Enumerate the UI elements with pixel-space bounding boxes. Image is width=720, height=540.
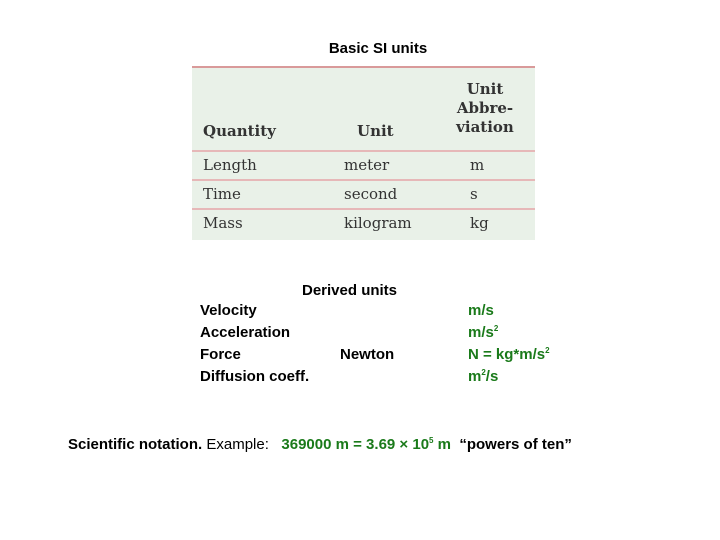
table-row	[192, 208, 535, 237]
derived-unit-name: Newton	[340, 346, 395, 363]
derived-symbol-text: m	[468, 368, 482, 385]
header-abbr-line2: Abbre-	[456, 99, 514, 117]
derived-symbol-tail: /s	[485, 368, 499, 385]
cell-quantity: Mass	[203, 214, 243, 232]
cell-abbr: kg	[470, 214, 489, 232]
derived-symbol-exponent: 2	[493, 324, 499, 333]
list-item	[200, 322, 620, 344]
table-row	[192, 179, 535, 208]
si-table-header	[192, 68, 535, 150]
cell-unit: second	[344, 185, 398, 203]
header-abbr-line1: Unit	[466, 80, 504, 98]
derived-name: Force	[200, 346, 241, 363]
si-units-table	[192, 66, 535, 240]
derived-name: Velocity	[200, 302, 257, 319]
derived-symbol-text: m/s	[468, 302, 494, 319]
example-label: Example:	[206, 436, 269, 453]
powers-of-ten-quote: “powers of ten”	[459, 436, 572, 453]
cell-quantity: Time	[203, 185, 241, 203]
derived-units-title: Derived units	[302, 282, 398, 299]
derived-name: Diffusion coeff.	[200, 368, 310, 385]
cell-unit: meter	[344, 156, 390, 174]
derived-symbol	[468, 300, 494, 322]
header-abbr-line3: viation	[456, 118, 514, 136]
derived-symbol	[468, 322, 498, 344]
header-unit: Unit	[357, 122, 394, 140]
example-expression	[281, 436, 451, 453]
list-item	[200, 344, 620, 366]
derived-symbol-exponent: 2	[545, 346, 550, 355]
derived-symbol	[468, 366, 498, 388]
list-item	[200, 366, 620, 388]
derived-symbol-exponent: 2	[481, 368, 486, 377]
basic-si-units-title: Basic SI units	[328, 40, 428, 57]
derived-symbol-text: N = kg*m/s	[468, 346, 546, 363]
cell-unit: kilogram	[344, 214, 412, 232]
derived-symbol-text: m/s	[468, 324, 494, 341]
list-item	[200, 300, 620, 322]
derived-symbol	[468, 344, 550, 366]
header-unit-abbreviation	[452, 80, 518, 137]
header-quantity: Quantity	[203, 122, 276, 140]
table-row	[192, 150, 535, 179]
scientific-notation-line	[68, 436, 572, 453]
cell-abbr: s	[470, 185, 478, 203]
cell-abbr: m	[470, 156, 485, 174]
scientific-notation-label: Scientific notation.	[68, 436, 203, 453]
derived-name: Acceleration	[200, 324, 291, 341]
example-expression-text: 369000 m = 3.69 × 10	[281, 436, 430, 453]
derived-units-list	[200, 300, 620, 388]
example-exponent: 5	[429, 436, 434, 445]
example-expression-tail: m	[433, 436, 452, 453]
cell-quantity: Length	[203, 156, 257, 174]
